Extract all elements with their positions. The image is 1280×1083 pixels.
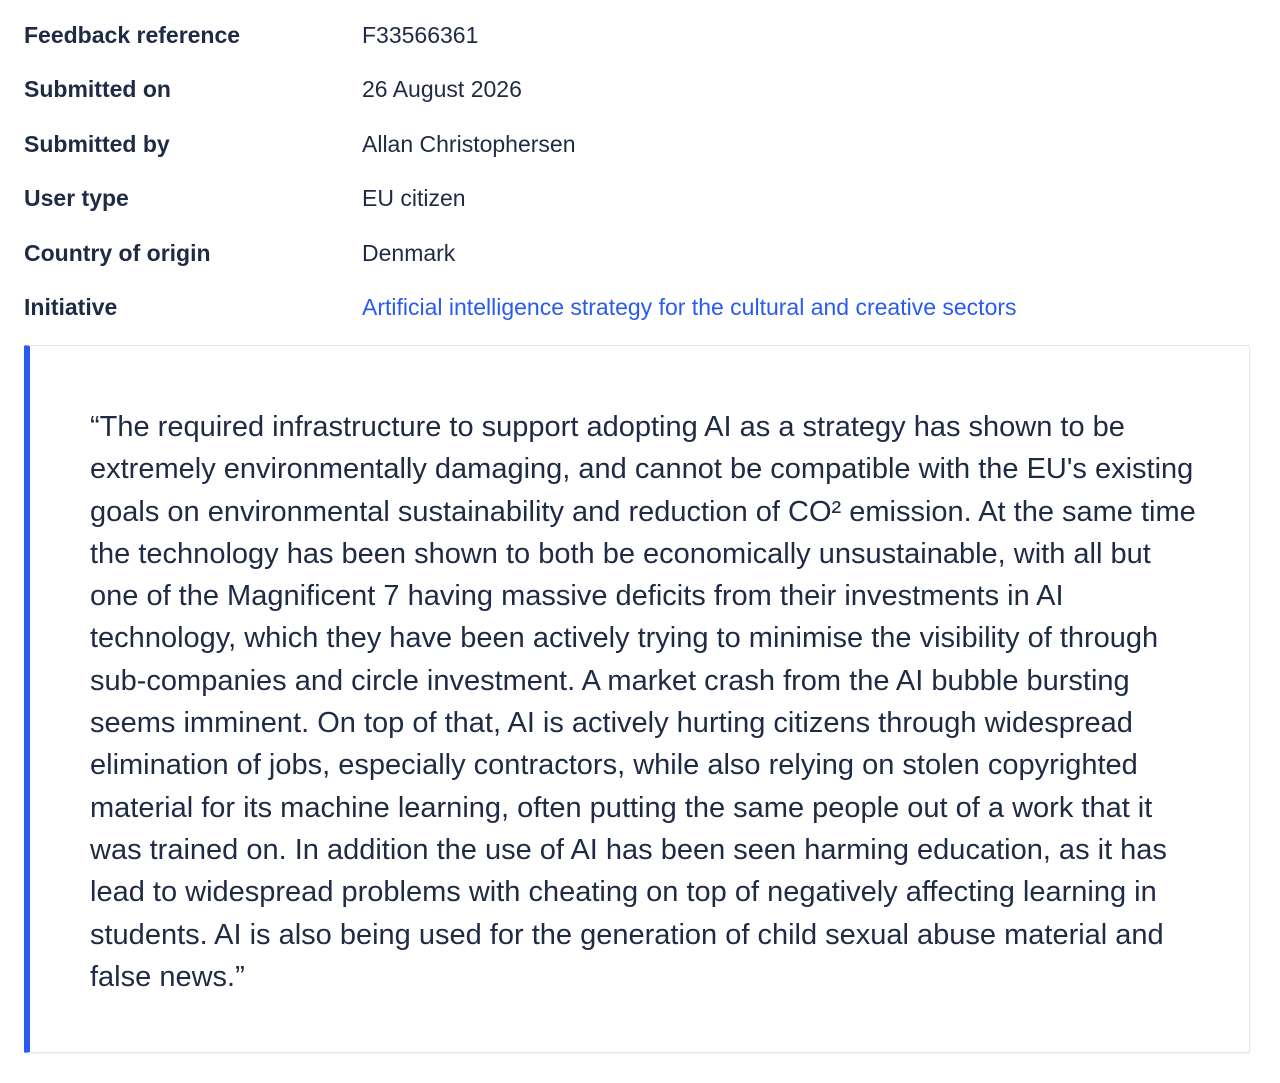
feedback-reference-row xyxy=(24,8,1256,63)
submitted-on-row xyxy=(24,63,1256,118)
country-of-origin-value: Denmark xyxy=(362,239,456,266)
country-of-origin-row xyxy=(24,226,1256,281)
initiative-row xyxy=(24,281,1256,336)
submitted-by-row xyxy=(24,117,1256,172)
submitted-by-label: Submitted by xyxy=(24,130,170,157)
feedback-reference-label: Feedback reference xyxy=(24,21,241,48)
initiative-link[interactable]: Artificial intelligence strategy for the cultural and creative sectors xyxy=(362,294,1017,321)
user-type-value: EU citizen xyxy=(362,185,466,212)
feedback-details xyxy=(24,8,1256,335)
user-type-label: User type xyxy=(24,185,129,212)
submitted-on-label: Submitted on xyxy=(24,76,171,103)
country-of-origin-label: Country of origin xyxy=(24,239,211,266)
submitted-on-value: 26 August 2026 xyxy=(362,76,522,103)
feedback-quote-box xyxy=(24,345,1250,1053)
submitted-by-value: Allan Christophersen xyxy=(362,130,576,157)
feedback-reference-value: F33566361 xyxy=(362,21,479,48)
initiative-label: Initiative xyxy=(24,294,118,321)
user-type-row xyxy=(24,172,1256,227)
feedback-quote-text: “The required infrastructure to support adopting AI as a strategy has shown to be extremely environmentally damaging, and cannot be compatible with the EU's existing goals on environmental sustainability and reduction of CO² emission. At the same time the technology has been shown to both be economically unsustainable, with all but one of the Magnificent 7 having massive deficits from their investments in AI technology, which they have been actively trying to minimise the visibility of through sub-companies and circle investment. A market crash from the AI bubble bursting seems imminent. On top of that, AI is actively hurting citizens through widespread elimination of jobs, especially contractors, while also relying on stolen copyrighted material for its machine learning, often putting the same people out of a work that it was trained on. In addition the use of AI has been seen harming education, as it has lead to widespread problems with cheating on top of negatively affecting learning in students. AI is also being used for the generation of child sexual abuse material and false news.” xyxy=(90,411,1196,993)
